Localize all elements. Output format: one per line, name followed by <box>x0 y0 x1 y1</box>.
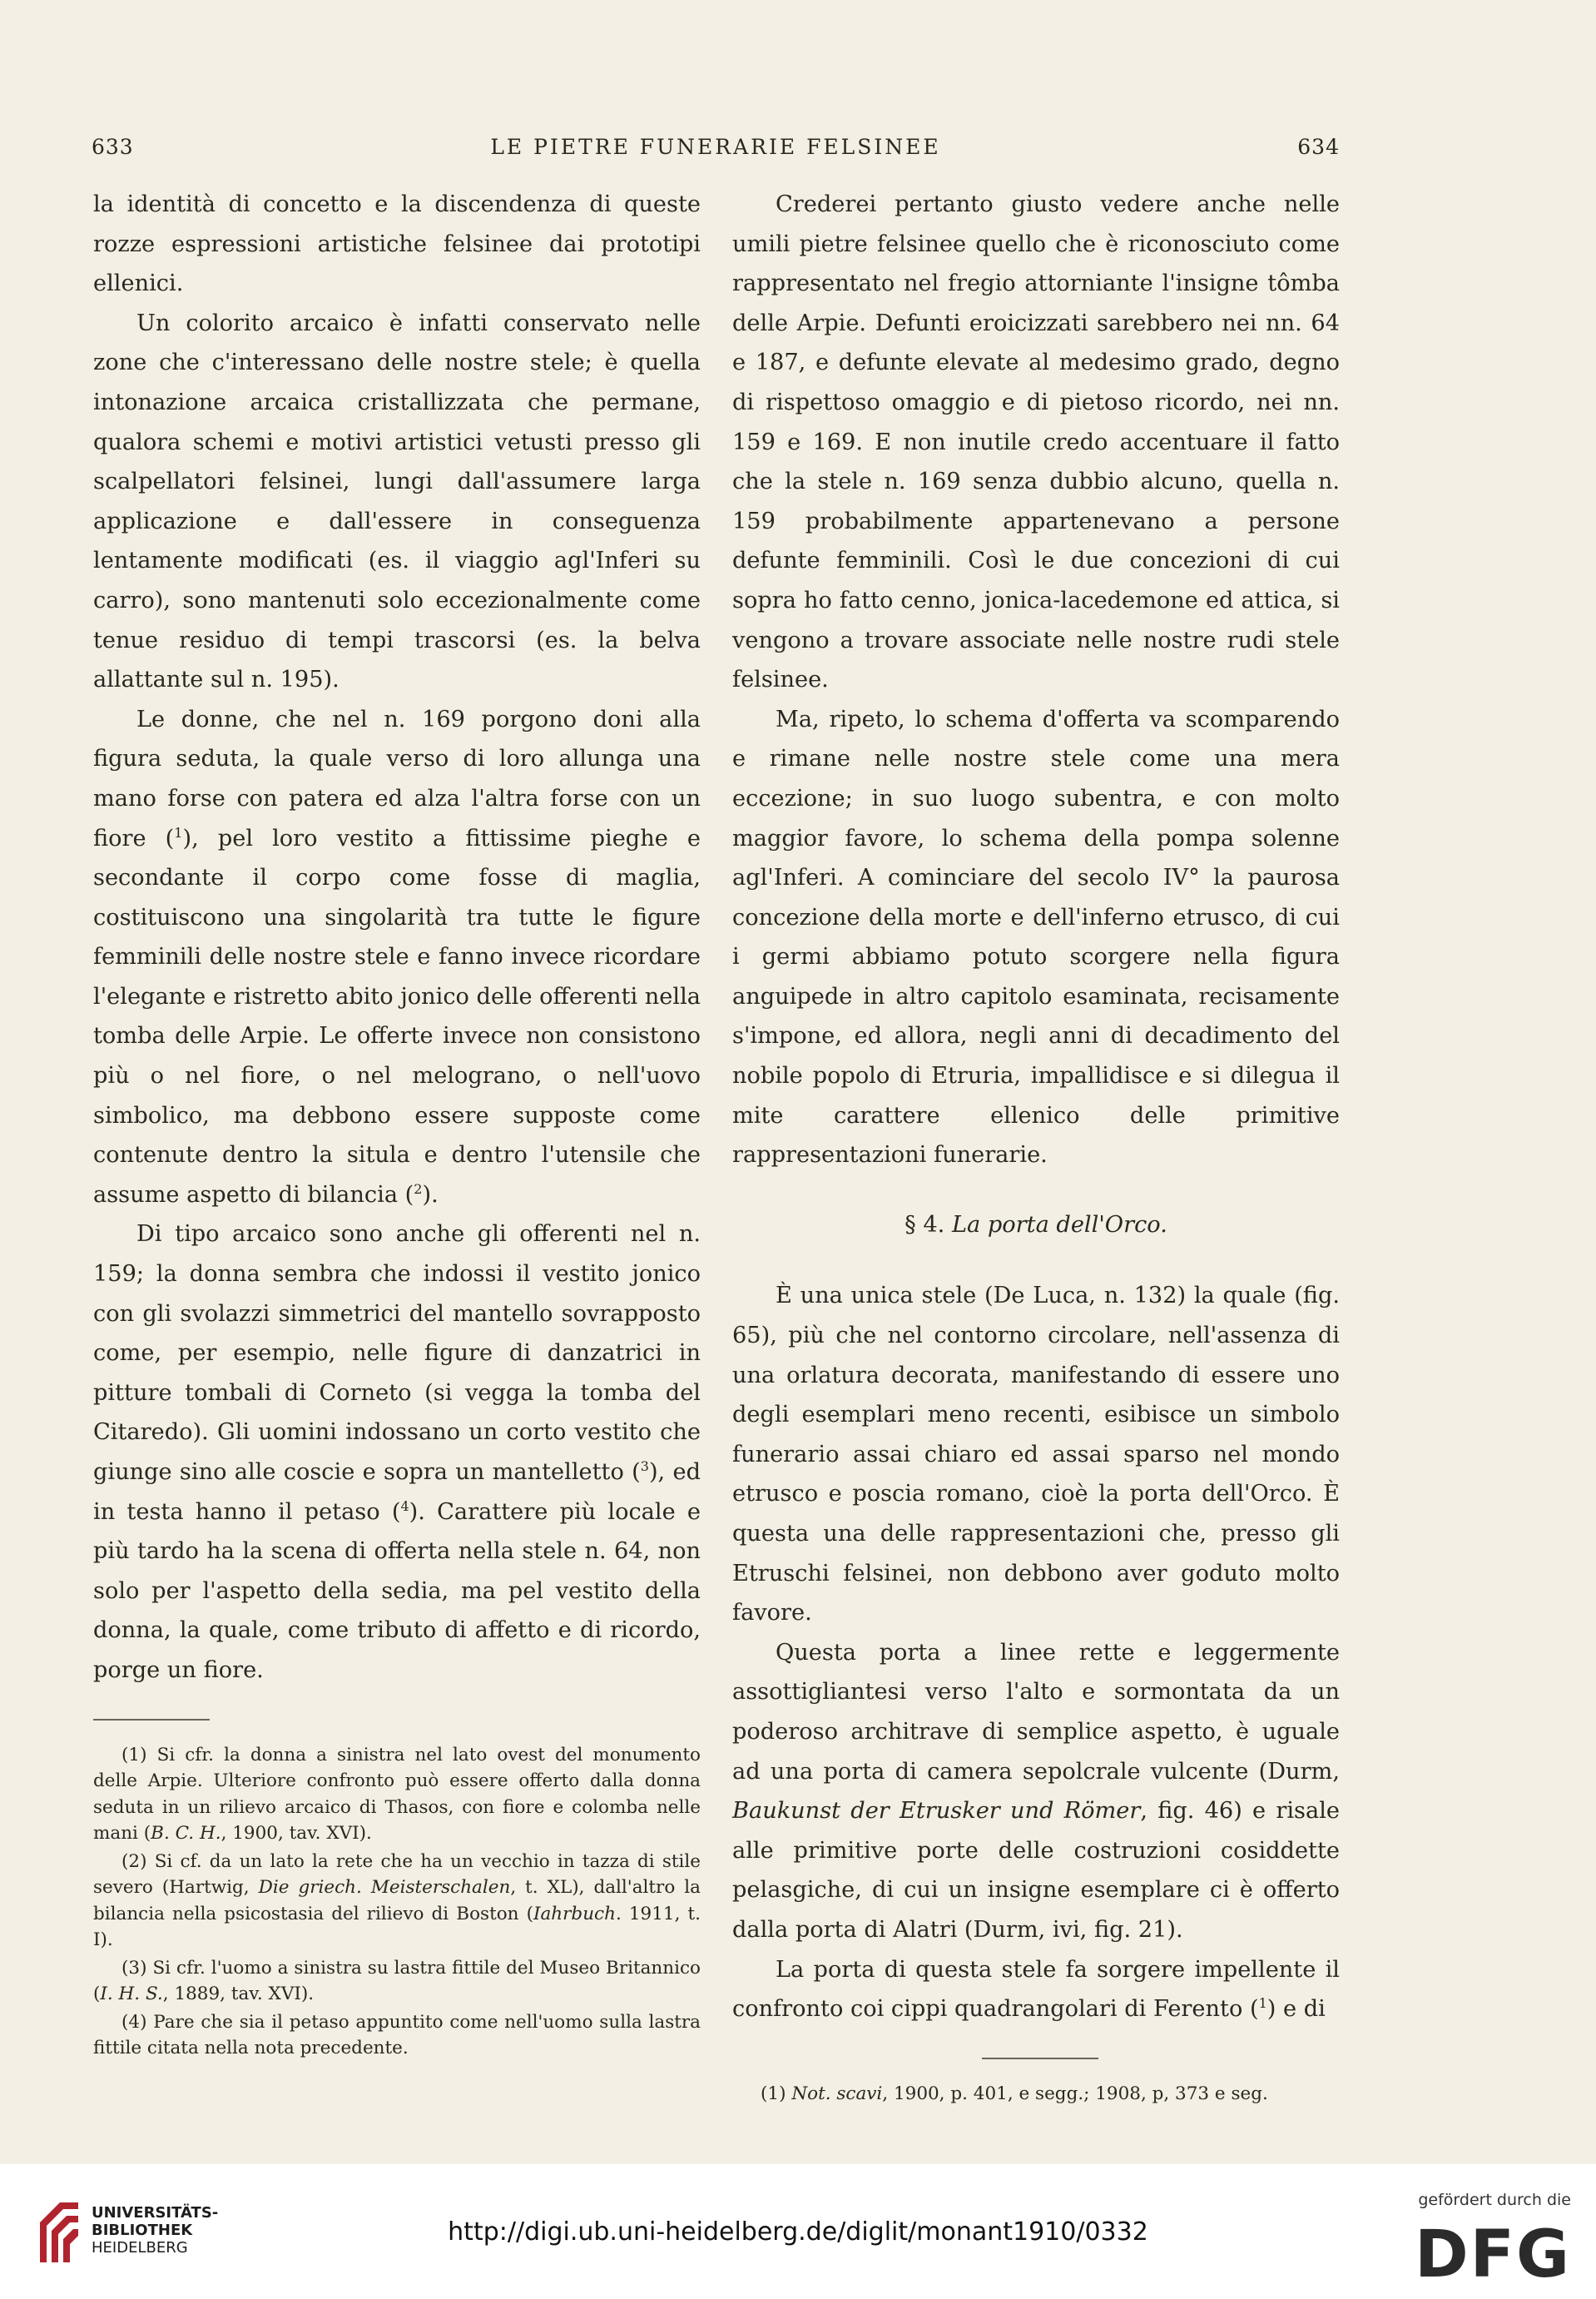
right-paragraph-5: La porta di questa stele fa sorgere impellente il confronto coi cippi quadrangolari di Ferento ($^1$) e di <box>732 1956 1340 2023</box>
page-number-left: 633 <box>92 135 134 159</box>
right-footnotes <box>732 2081 1340 2108</box>
right-column <box>732 185 1340 2108</box>
footnote-3: (3) Si cfr. l'uomo a sinistra su lastra fittile del Museo Britannico (I. H. S., 1889, tav. XVI). <box>93 1957 701 2005</box>
left-paragraph-1: la identità di concetto e la discendenza di queste rozze espressioni artistiche felsinee dai prototipi ellenici. <box>93 191 701 297</box>
running-title: LE PIETRE FUNERARIE FELSINEE <box>490 135 941 159</box>
left-footnotes <box>93 1742 701 2062</box>
right-paragraph-1: Crederei pertanto giusto vedere anche nelle umili pietre felsinee quello che è riconosciuto come rappresentato nel fregio attorniante l'insigne tômba delle Arpie. Defunti eroicizzati sarebbero nei nn. 64 e 187, e defunte elevate al medesimo grado, degno di rispettoso omaggio e di pietoso ricordo, nei nn. 159 e 169. E non inutile credo accentuare il fatto che la stele n. 169 senza dubbio alcuno, quella n. 159 probabilmente appartenevano a persone defunte femminili. Così le due concezioni di cui sopra ho fatto cenno, jonica-lacedemone ed attica, si vengono a trovare associate nelle nostre rudi stele felsinee. <box>732 191 1340 693</box>
footnote-2: (2) Si cf. da un lato la rete che ha un vecchio in tazza di stile severo (Hartwig, Die griech. Meisterschalen, t. XL), dall'altro la bilancia nella psicostasia del rilievo di Boston (Iahrbuch. 1911, t. I). <box>93 1850 701 1951</box>
left-paragraph-2: Un colorito arcaico è infatti conservato nelle zone che c'interessano delle nostre stele; è quella intonazione arcaica cristallizzata che permane, qualora schemi e motivi artistici vetusti presso gli scalpellatori felsinei, lungi dall'assumere larga applicazione e dall'essere in conseguenza lentamente modificati (es. il viaggio agl'Inferi su carro), sono mantenuti solo eccezionalmente come tenue residuo di tempi trascorsi (es. la belva allattante sul n. 195). <box>93 310 701 693</box>
left-column <box>93 185 701 2063</box>
footnote-1-right: (1) Not. scavi, 1900, p. 401, e segg.; 1908, p, 373 e seg. <box>761 2083 1268 2104</box>
footnote-ref[interactable]: 1 <box>174 824 183 841</box>
left-paragraph-4: Di tipo arcaico sono anche gli offerenti nel n. 159; la donna sembra che indossi il vestito jonico con gli svolazzi simmetrici del mantello sovrapposto come, per esempio, nelle figure di danzatrici in pitture tombali di Corneto (si vegga la tomba del Citaredo). Gli uomini indossano un corto vestito che giunge sino alle coscie e sopra un mantelletto ($^3$), ed in testa hanno il petaso ($^4$). Carattere più locale e più tardo ha la scena di offerta nella stele n. 64, non solo per l'aspetto della sedia, ma pel vestito della donna, la quale, come tributo di affetto e di ricordo, porge un fiore. <box>93 1221 701 1683</box>
footnote-4: (4) Pare che sia il petaso appuntito come nell'uomo sulla lastra fittile citata nella nota precedente. <box>93 2011 701 2059</box>
running-head <box>92 135 1340 168</box>
right-paragraph-2: Ma, ripeto, lo schema d'offerta va scomparendo e rimane nelle nostre stele come una mera eccezione; in suo luogo subentra, e con molto maggior favore, lo schema della pompa solenne agl'Inferi. A cominciare del secolo IV° la paurosa concezione della morte e dell'inferno etrusco, di cui i germi abbiamo potuto scorgere nella figura anguipede in altro capitolo esaminata, recisamente s'impone, ed allora, negli anni di decadimento del nobile popolo di Etruria, impallidisce e si dilegua il mite carattere ellenico delle primitive rappresentazioni funerarie. <box>732 706 1340 1169</box>
footnote-ref[interactable]: 3 <box>640 1457 649 1474</box>
section-heading: § 4. La porta dell'Orco. <box>905 1211 1167 1238</box>
footnote-1: (1) Si cfr. la donna a sinistra nel lato ovest del monumento delle Arpie. Ulteriore confronto può essere offerto dalla donna seduta in un rilievo arcaico di Thasos, con fiore e colomba nelle mani (B. C. H., 1900, tav. XVI). <box>93 1744 701 1845</box>
permalink-url[interactable]: http://digi.ub.uni-heidelberg.de/diglit/monant1910/0332 <box>448 2217 1148 2247</box>
footnote-ref[interactable]: 2 <box>414 1180 423 1197</box>
right-paragraph-4: Questa porta a linee rette e leggermente assottigliantesi verso l'alto e sormontata da un poderoso architrave di semplice aspetto, è uguale ad una porta di camera sepolcrale vulcente (Durm, Baukunst der Etrusker und Römer, fig. 46) e risale alle primitive porte delle costruzioni cosiddette pelasgiche, di cui un insigne esemplare ci è offerto dalla porta di Alatri (Durm, ivi, fig. 21). <box>732 1639 1340 1943</box>
library-name[interactable]: UNIVERSITÄTS- BIBLIOTHEK HEIDELBERG <box>92 2204 219 2257</box>
funding-note: gefördert durch die <box>1418 2191 1571 2209</box>
footnote-divider <box>982 2058 1098 2059</box>
footnote-divider <box>93 1719 210 1721</box>
left-paragraph-3: Le donne, che nel n. 169 porgono doni alla figura seduta, la quale verso di loro allunga una mano forse con patera ed alza l'altra forse con un fiore ($^1$), pel loro vestito a fittissime pieghe e secondante il corpo come fosse di maglia, costituiscono una singolarità tra tutte le figure femminili delle nostre stele e fanno invece ricordare l'elegante e ristretto abito jonico delle offerenti nella tomba delle Arpie. Le offerte invece non consistono più o nel fiore, o nel melograno, o nell'uovo simbolico, ma debbono essere supposte come contenute dentro la situla e dentro l'utensile che assume aspetto di bilancia ($^2$). <box>93 706 701 1208</box>
footnote-ref[interactable]: 4 <box>400 1497 409 1514</box>
footnote-ref[interactable]: 1 <box>1258 1995 1267 2012</box>
right-paragraph-3: È una unica stele (De Luca, n. 132) la quale (fig. 65), più che nel contorno circolare, nell'assenza di una orlatura decorata, manifestando di essere uno degli esemplari meno recenti, esibisce un simbolo funerario assai chiaro ed assai sparso nel mondo etrusco e poscia romano, cioè la porta dell'Orco. È questa una delle rappresentazioni che, presso gli Etruschi felsinei, non debbono aver goduto molto favore. <box>732 1283 1340 1626</box>
page-number-right: 634 <box>1297 135 1340 159</box>
dfg-logo[interactable]: DFG <box>1414 2217 1571 2292</box>
